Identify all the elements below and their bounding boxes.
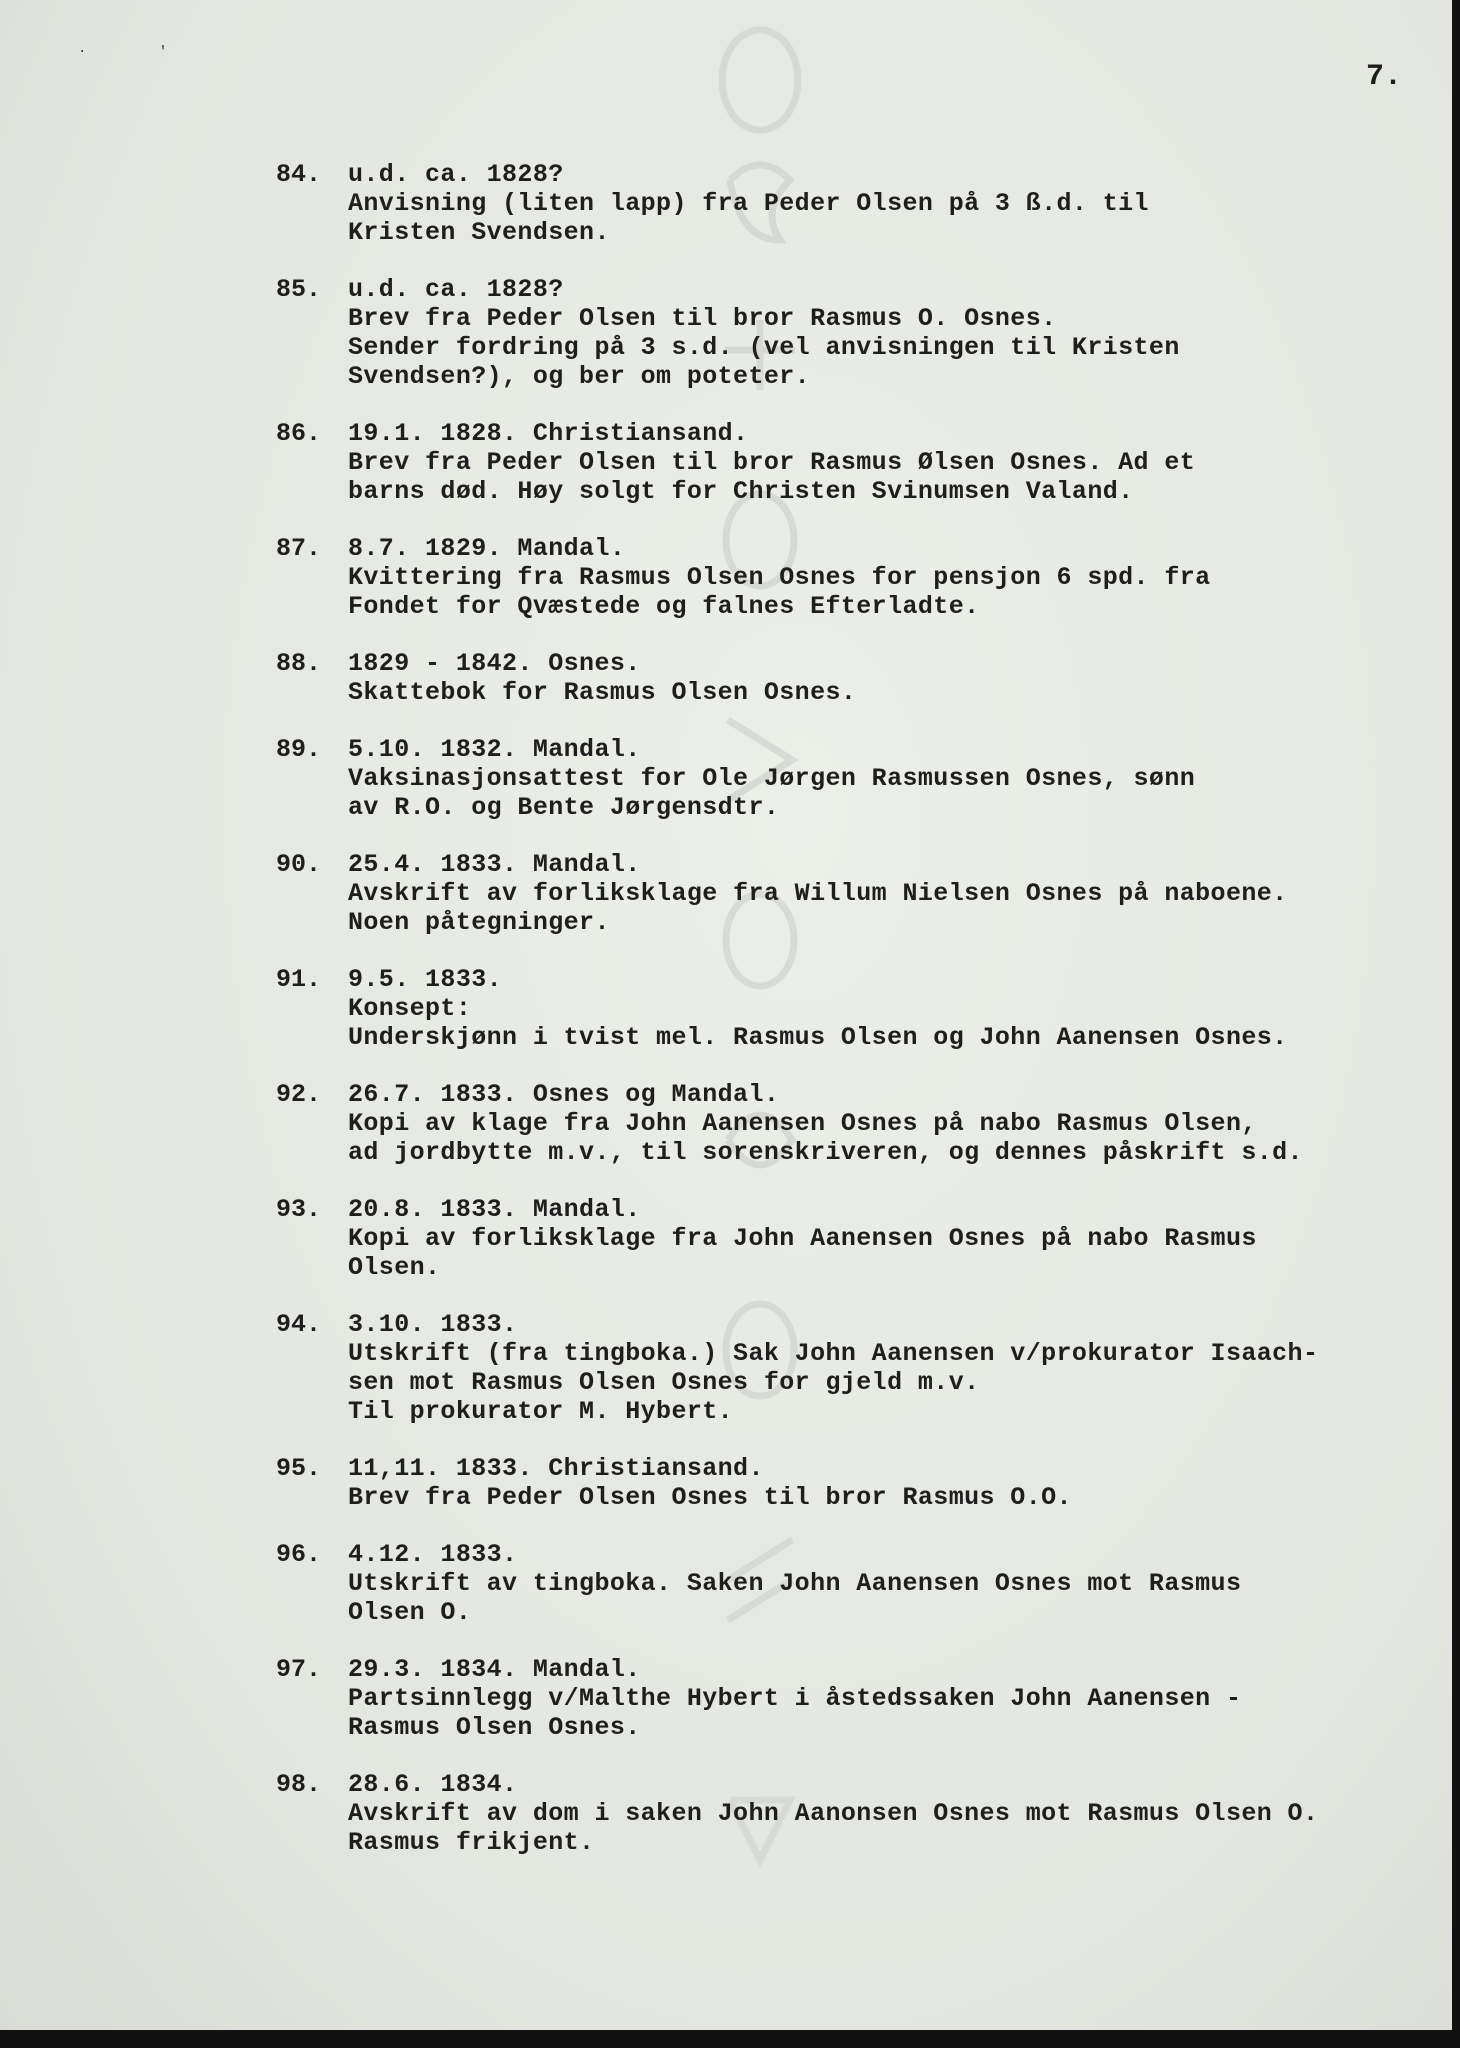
entry-description-line: Partsinnlegg v/Malthe Hybert i åstedssaken John Aanensen -	[348, 1684, 1242, 1713]
entry-number: 88.	[276, 649, 322, 678]
list-item	[276, 160, 1452, 247]
list-item	[276, 419, 1452, 506]
entry-description-line: Sender fordring på 3 s.d. (vel anvisningen til Kristen	[348, 333, 1180, 362]
entry-list	[276, 160, 1452, 1885]
entry-description-line: Rasmus Olsen Osnes.	[348, 1713, 641, 1742]
entry-date-place: 4.12. 1833.	[348, 1540, 518, 1569]
entry-description-line: sen mot Rasmus Olsen Osnes for gjeld m.v.	[348, 1368, 980, 1397]
entry-description-line: Noen påtegninger.	[348, 908, 610, 937]
entry-description-line: Kopi av forliksklage fra John Aanensen Osnes på nabo Rasmus	[348, 1224, 1257, 1253]
entry-date-place: 9.5. 1833.	[348, 965, 503, 994]
entry-number: 94.	[276, 1310, 322, 1339]
page-number: 7.	[1366, 60, 1403, 94]
entry-date-place: 1829 - 1842. Osnes.	[348, 649, 641, 678]
list-item	[276, 1770, 1452, 1857]
entry-description-line: Anvisning (liten lapp) fra Peder Olsen på 3 ß.d. til	[348, 189, 1149, 218]
entry-date-place: 8.7. 1829. Mandal.	[348, 534, 626, 563]
entry-date-place: u.d. ca. 1828?	[348, 275, 564, 304]
entry-description-line: Brev fra Peder Olsen Osnes til bror Rasmus O.O.	[348, 1483, 1072, 1512]
entry-date-place: u.d. ca. 1828?	[348, 160, 564, 189]
entry-description-line: Utskrift av tingboka. Saken John Aanensen Osnes mot Rasmus	[348, 1569, 1242, 1598]
entry-number: 85.	[276, 275, 322, 304]
entry-description-line: Brev fra Peder Olsen til bror Rasmus Ølsen Osnes. Ad et	[348, 448, 1196, 477]
entry-date-place: 26.7. 1833. Osnes og Mandal.	[348, 1080, 780, 1109]
entry-description-line: Konsept:	[348, 994, 472, 1023]
entry-number: 86.	[276, 419, 322, 448]
list-item	[276, 649, 1452, 707]
list-item	[276, 534, 1452, 621]
entry-description-line: av R.O. og Bente Jørgensdtr.	[348, 793, 780, 822]
entry-number: 84.	[276, 160, 322, 189]
entry-description-line: Olsen O.	[348, 1598, 472, 1627]
entry-date-place: 25.4. 1833. Mandal.	[348, 850, 641, 879]
entry-description-line: Kristen Svendsen.	[348, 218, 610, 247]
list-item	[276, 1655, 1452, 1742]
entry-description-line: Kopi av klage fra John Aanensen Osnes på nabo Rasmus Olsen,	[348, 1109, 1257, 1138]
entry-description-line: Skattebok for Rasmus Olsen Osnes.	[348, 678, 857, 707]
list-item	[276, 850, 1452, 937]
scan-specks: · '	[78, 44, 200, 60]
entry-date-place: 5.10. 1832. Mandal.	[348, 735, 641, 764]
entry-number: 92.	[276, 1080, 322, 1109]
entry-date-place: 20.8. 1833. Mandal.	[348, 1195, 641, 1224]
entry-description-line: Kvittering fra Rasmus Olsen Osnes for pensjon 6 spd. fra	[348, 563, 1211, 592]
entry-number: 97.	[276, 1655, 322, 1684]
entry-description-line: Olsen.	[348, 1253, 441, 1282]
entry-description-line: Vaksinasjonsattest for Ole Jørgen Rasmussen Osnes, sønn	[348, 764, 1196, 793]
entry-description-line: Avskrift av dom i saken John Aanonsen Osnes mot Rasmus Olsen O.	[348, 1799, 1319, 1828]
entry-description-line: ad jordbytte m.v., til sorenskriveren, og dennes påskrift s.d.	[348, 1138, 1303, 1167]
entry-number: 95.	[276, 1454, 322, 1483]
entry-number: 89.	[276, 735, 322, 764]
entry-number: 91.	[276, 965, 322, 994]
entry-description-line: Underskjønn i tvist mel. Rasmus Olsen og John Aanensen Osnes.	[348, 1023, 1288, 1052]
list-item	[276, 275, 1452, 391]
entry-date-place: 28.6. 1834.	[348, 1770, 518, 1799]
entry-description-line: Brev fra Peder Olsen til bror Rasmus O. Osnes.	[348, 304, 1057, 333]
entry-description-line: Fondet for Qvæstede og falnes Efterladte.	[348, 592, 980, 621]
entry-number: 98.	[276, 1770, 322, 1799]
entry-description-line: Utskrift (fra tingboka.) Sak John Aanensen v/prokurator Isaach-	[348, 1339, 1319, 1368]
entry-date-place: 11,11. 1833. Christiansand.	[348, 1454, 764, 1483]
list-item	[276, 1540, 1452, 1627]
list-item	[276, 735, 1452, 822]
list-item	[276, 1310, 1452, 1426]
entry-description-line: Rasmus frikjent.	[348, 1828, 595, 1857]
list-item	[276, 1080, 1452, 1167]
entry-number: 93.	[276, 1195, 322, 1224]
list-item	[276, 1454, 1452, 1512]
entry-description-line: Svendsen?), og ber om poteter.	[348, 362, 811, 391]
entry-description-line: Til prokurator M. Hybert.	[348, 1397, 734, 1426]
entry-description-line: barns død. Høy solgt for Christen Svinumsen Valand.	[348, 477, 1134, 506]
list-item	[276, 1195, 1452, 1282]
entry-number: 90.	[276, 850, 322, 879]
entry-date-place: 29.3. 1834. Mandal.	[348, 1655, 641, 1684]
entry-date-place: 3.10. 1833.	[348, 1310, 518, 1339]
entry-number: 96.	[276, 1540, 322, 1569]
entry-date-place: 19.1. 1828. Christiansand.	[348, 419, 749, 448]
entry-number: 87.	[276, 534, 322, 563]
list-item	[276, 965, 1452, 1052]
entry-description-line: Avskrift av forliksklage fra Willum Nielsen Osnes på naboene.	[348, 879, 1288, 908]
